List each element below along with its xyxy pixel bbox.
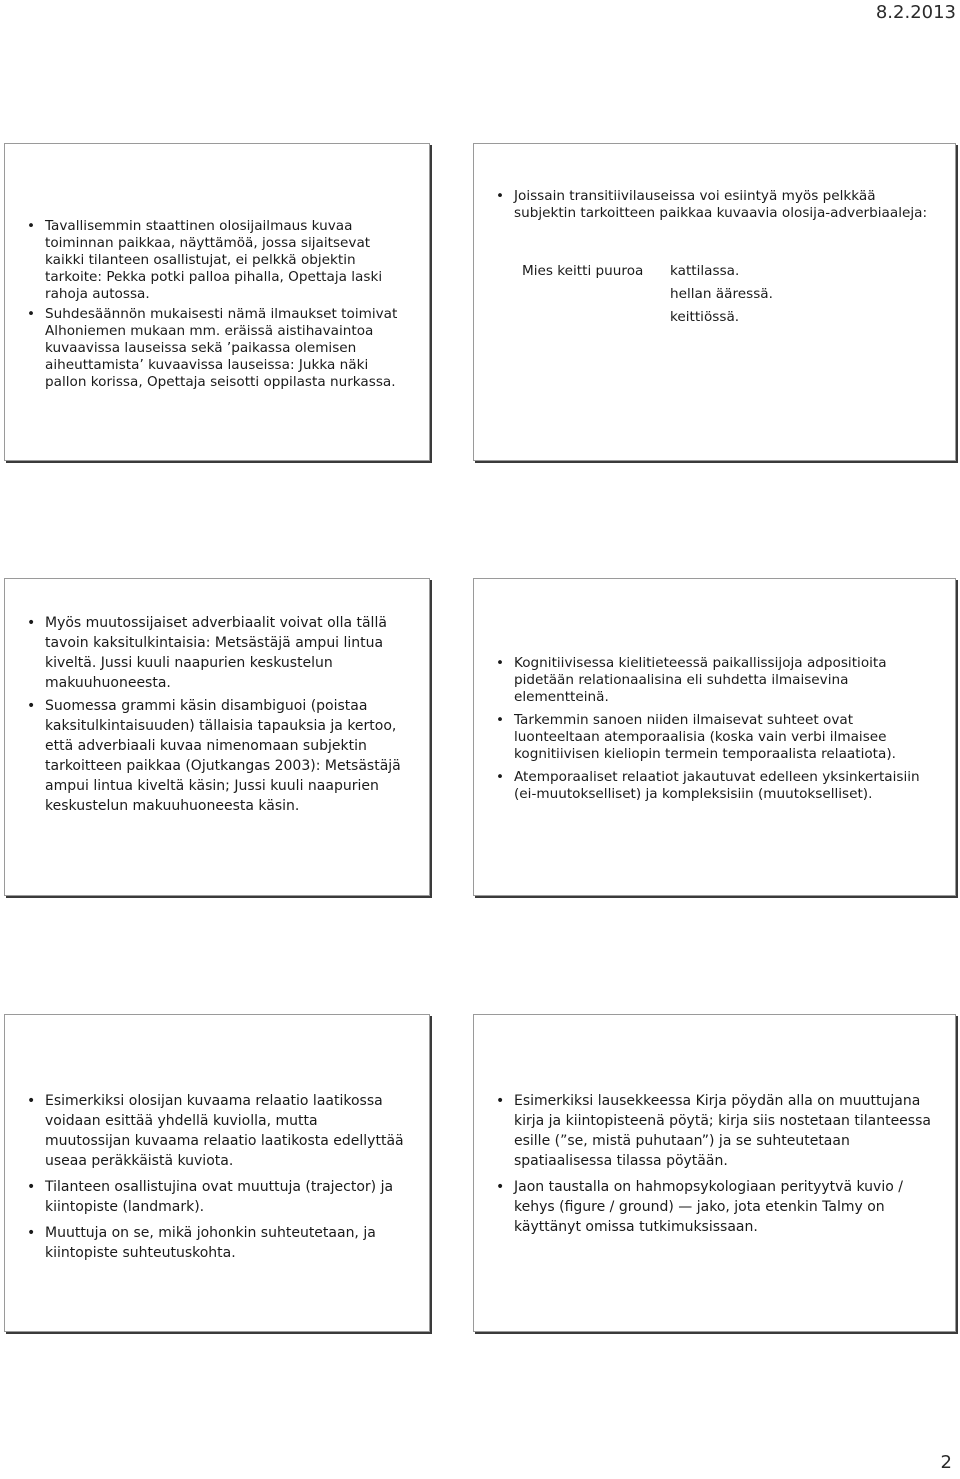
slide-1-bullets [27, 218, 407, 391]
bullet-item: • Tilanteen osallistujina ovat muuttuja (trajector) ja kiintopiste (landmark). [27, 1177, 407, 1217]
slide-6 [473, 1014, 956, 1332]
bullet-item: • Suomessa grammi käsin disambiguoi (poistaa kaksitulkintaisuuden) tällaisia tapauksia ja kertoo, että adverbiaali kuvaa nimenomaan subjektin tarkoitteen paikkaa (Ojutkangas 2003): Metsästäjä ampui lintua kiveltä käsin; Jussi kuuli naapurien keskustelun makuuhuoneesta käsin. [27, 696, 407, 816]
page-date: 8.2.2013 [875, 2, 956, 23]
slide-5-bullets [27, 1091, 407, 1263]
bullet-item: • Esimerkiksi olosijan kuvaama relaatio laatikossa voidaan esittää yhdellä kuviolla, mutta muutossijan kuvaama relaatio laatikosta edellyttää useaa peräkkäistä kuviota. [27, 1091, 407, 1171]
slide-3 [4, 578, 430, 896]
page-number: 2 [940, 1452, 952, 1473]
bullet-item: • Myös muutossijaiset adverbiaalit voivat olla tällä tavoin kaksitulkintaisia: Metsästäjä ampui lintua kiveltä. Jussi kuuli naapurien keskustelun makuuhuoneesta. [27, 613, 407, 693]
slide-4 [473, 578, 956, 896]
slide-6-bullets [496, 1091, 936, 1237]
bullet-item: • Tarkemmin sanoen niiden ilmaisevat suhteet ovat luonteeltaan atemporaalisia (koska vain verbi ilmaisee kognitiivisen kieliopin termein temporaalista relaatiota). [496, 712, 936, 763]
slide-4-bullets [496, 655, 936, 803]
example-place: kattilassa. [670, 263, 740, 279]
slide-2 [473, 143, 956, 461]
example-place: keittiössä. [670, 309, 740, 325]
slide-2-bullets [496, 188, 936, 222]
bullet-item: • Atemporaaliset relaatiot jakautuvat edelleen yksinkertaisiin (ei-muutokselliset) ja kompleksisiin (muutokselliset). [496, 769, 936, 803]
bullet-item: • Suhdesäännön mukaisesti nämä ilmaukset toimivat Alhoniemen mukaan mm. eräissä aistihavaintoa kuvaavissa lauseissa sekä ’paikassa olemisen aiheuttamista’ kuvaavissa lauseissa: Jukka näki pallon korissa, Opettaja seisotti oppilasta nurkassa. [27, 306, 407, 391]
bullet-item: • Muuttuja on se, mikä johonkin suhteutetaan, ja kiintopiste suhteutuskohta. [27, 1223, 407, 1263]
slide-5 [4, 1014, 430, 1332]
example-subject: Mies keitti puuroa [522, 263, 644, 279]
slide-1 [4, 143, 430, 461]
bullet-item: • Kognitiivisessa kielitieteessä paikallissijoja adpositioita pidetään relationaalisina eli suhdetta ilmaisevina elementteinä. [496, 655, 936, 706]
bullet-item: • Joissain transitiivilauseissa voi esiintyä myös pelkkää subjektin tarkoitteen paikkaa kuvaavia olosija-adverbiaaleja: [496, 188, 936, 222]
slide-3-bullets [27, 613, 407, 816]
bullet-item: • Jaon taustalla on hahmopsykologiaan perityytvä kuvio / kehys (figure / ground) — jako, jota etenkin Talmy on käyttänyt omissa tutkimuksissaan. [496, 1177, 936, 1237]
example-places [670, 260, 773, 329]
example-place: hellan ääressä. [670, 286, 773, 302]
bullet-item: • Esimerkiksi lausekkeessa Kirja pöydän alla on muuttujana kirja ja kiintopisteenä pöytä; kirja siis nostetaan tilanteessa esille (”se, mistä puhutaan”) ja se suhteutetaan spatiaalisessa tilassa pöytään. [496, 1091, 936, 1171]
bullet-item: • Tavallisemmin staattinen olosijailmaus kuvaa toiminnan paikkaa, näyttämöä, jossa sijaitsevat kaikki tilanteen osallistujat, ei pelkkä objektin tarkoite: Pekka potki palloa pihalla, Opettaja laski rahoja autossa. [27, 218, 407, 303]
